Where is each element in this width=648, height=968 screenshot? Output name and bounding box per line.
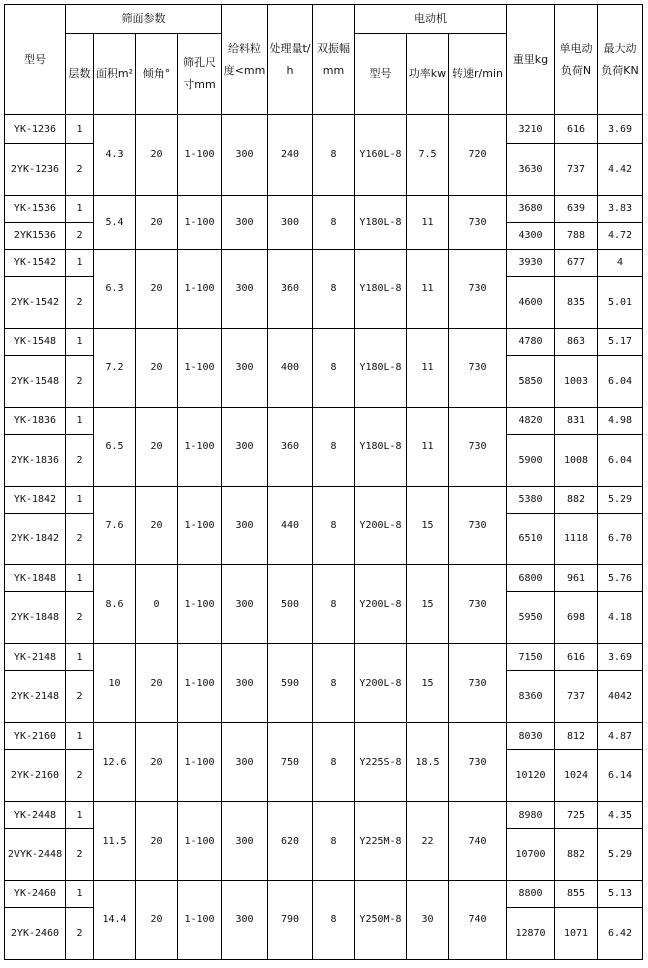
max-load-cell: 5.29 [598,486,643,513]
angle-cell: 20 [136,195,178,249]
motor-model-cell: Y180L-8 [355,328,407,407]
table-row [5,328,643,355]
max-load-cell: 5.17 [598,328,643,355]
feed-cell: 300 [222,195,268,249]
table-row [5,802,643,829]
capacity-cell: 590 [268,644,313,723]
area-cell: 6.3 [94,249,136,328]
feed-cell: 300 [222,565,268,644]
table-row [5,565,643,592]
amplitude-cell: 8 [313,644,355,723]
motor-model-cell: Y200L-8 [355,644,407,723]
aperture-cell: 1-100 [178,486,222,565]
single-load-cell: 698 [555,592,598,644]
speed-cell: 730 [449,195,507,249]
weight-cell: 5850 [507,355,555,407]
max-load-cell: 3.69 [598,115,643,144]
model-cell: YK-1536 [5,195,66,222]
single-load-cell: 1118 [555,513,598,565]
single-load-cell: 1008 [555,434,598,486]
feed-cell: 300 [222,723,268,802]
max-load-cell: 4.87 [598,723,643,750]
amplitude-cell: 8 [313,723,355,802]
layer-cell: 1 [66,486,94,513]
layer-cell: 2 [66,222,94,249]
layer-cell: 2 [66,513,94,565]
weight-cell: 10700 [507,829,555,881]
max-load-cell: 4.72 [598,222,643,249]
capacity-cell: 240 [268,115,313,196]
model-cell: 2YK-1542 [5,276,66,328]
area-cell: 4.3 [94,115,136,196]
weight-cell: 4820 [507,407,555,434]
header-feed: 给料粒度<mm [222,5,268,115]
spec-table [4,4,643,960]
model-cell: 2YK-2148 [5,671,66,723]
weight-cell: 6800 [507,565,555,592]
single-load-cell: 1003 [555,355,598,407]
angle-cell: 20 [136,644,178,723]
layer-cell: 1 [66,565,94,592]
max-load-cell: 4.35 [598,802,643,829]
header-speed: 转速r/min [449,34,507,115]
single-load-cell: 1071 [555,907,598,959]
table-row [5,407,643,434]
layer-cell: 2 [66,355,94,407]
aperture-cell: 1-100 [178,644,222,723]
motor-model-cell: Y180L-8 [355,195,407,249]
max-load-cell: 6.04 [598,434,643,486]
aperture-cell: 1-100 [178,723,222,802]
weight-cell: 5900 [507,434,555,486]
weight-cell: 4600 [507,276,555,328]
feed-cell: 300 [222,644,268,723]
capacity-cell: 440 [268,486,313,565]
layer-cell: 2 [66,671,94,723]
power-cell: 15 [407,486,449,565]
max-load-cell: 6.04 [598,355,643,407]
weight-cell: 8360 [507,671,555,723]
angle-cell: 20 [136,249,178,328]
max-load-cell: 6.14 [598,750,643,802]
header-model: 型号 [5,5,66,115]
power-cell: 15 [407,565,449,644]
layer-cell: 2 [66,750,94,802]
capacity-cell: 400 [268,328,313,407]
weight-cell: 6510 [507,513,555,565]
speed-cell: 720 [449,115,507,196]
layer-cell: 2 [66,592,94,644]
layer-cell: 1 [66,644,94,671]
feed-cell: 300 [222,249,268,328]
feed-cell: 300 [222,486,268,565]
header-aperture: 筛孔尺寸mm [178,34,222,115]
weight-cell: 7150 [507,644,555,671]
weight-cell: 3680 [507,195,555,222]
speed-cell: 740 [449,802,507,881]
model-cell: YK-2148 [5,644,66,671]
layer-cell: 2 [66,907,94,959]
header-motor-group: 电动机 [355,5,507,34]
max-load-cell: 3.83 [598,195,643,222]
model-cell: 2YK-1842 [5,513,66,565]
aperture-cell: 1-100 [178,328,222,407]
layer-cell: 1 [66,723,94,750]
layer-cell: 1 [66,115,94,144]
single-load-cell: 835 [555,276,598,328]
weight-cell: 8800 [507,880,555,907]
angle-cell: 20 [136,802,178,881]
single-load-cell: 882 [555,829,598,881]
power-cell: 7.5 [407,115,449,196]
motor-model-cell: Y225S-8 [355,723,407,802]
area-cell: 14.4 [94,880,136,959]
angle-cell: 20 [136,486,178,565]
aperture-cell: 1-100 [178,249,222,328]
layer-cell: 1 [66,802,94,829]
capacity-cell: 500 [268,565,313,644]
table-row [5,195,643,222]
weight-cell: 3930 [507,249,555,276]
layer-cell: 1 [66,195,94,222]
model-cell: YK-1236 [5,115,66,144]
speed-cell: 730 [449,565,507,644]
amplitude-cell: 8 [313,407,355,486]
model-cell: 2YK-2460 [5,907,66,959]
max-load-cell: 5.13 [598,880,643,907]
motor-model-cell: Y180L-8 [355,407,407,486]
model-cell: YK-1548 [5,328,66,355]
angle-cell: 20 [136,723,178,802]
weight-cell: 8030 [507,723,555,750]
model-cell: YK-1842 [5,486,66,513]
layer-cell: 2 [66,829,94,881]
model-cell: 2YK1536 [5,222,66,249]
model-cell: YK-2448 [5,802,66,829]
weight-cell: 10120 [507,750,555,802]
power-cell: 11 [407,328,449,407]
area-cell: 8.6 [94,565,136,644]
single-load-cell: 812 [555,723,598,750]
header-angle: 倾角° [136,34,178,115]
capacity-cell: 360 [268,249,313,328]
table-row [5,723,643,750]
weight-cell: 8980 [507,802,555,829]
max-load-cell: 4 [598,249,643,276]
weight-cell: 5380 [507,486,555,513]
feed-cell: 300 [222,802,268,881]
single-load-cell: 725 [555,802,598,829]
single-load-cell: 863 [555,328,598,355]
single-load-cell: 961 [555,565,598,592]
layer-cell: 1 [66,407,94,434]
amplitude-cell: 8 [313,328,355,407]
single-load-cell: 737 [555,671,598,723]
speed-cell: 730 [449,644,507,723]
table-row [5,115,643,144]
weight-cell: 4300 [507,222,555,249]
amplitude-cell: 8 [313,565,355,644]
model-cell: 2YK-1836 [5,434,66,486]
area-cell: 5.4 [94,195,136,249]
layer-cell: 2 [66,276,94,328]
layer-cell: 1 [66,880,94,907]
feed-cell: 300 [222,880,268,959]
area-cell: 10 [94,644,136,723]
model-cell: YK-1836 [5,407,66,434]
aperture-cell: 1-100 [178,565,222,644]
speed-cell: 730 [449,486,507,565]
speed-cell: 740 [449,880,507,959]
capacity-cell: 620 [268,802,313,881]
header-amplitude: 双振幅mm [313,5,355,115]
weight-cell: 3630 [507,144,555,196]
speed-cell: 730 [449,328,507,407]
header-capacity: 处理量t/h [268,5,313,115]
model-cell: 2YK-1236 [5,144,66,196]
header-single-load: 单电动负荷N [555,5,598,115]
single-load-cell: 1024 [555,750,598,802]
angle-cell: 20 [136,407,178,486]
layer-cell: 1 [66,249,94,276]
motor-model-cell: Y250M-8 [355,880,407,959]
max-load-cell: 5.29 [598,829,643,881]
speed-cell: 730 [449,723,507,802]
single-load-cell: 855 [555,880,598,907]
header-max-load: 最大动负荷KN [598,5,643,115]
amplitude-cell: 8 [313,486,355,565]
model-cell: YK-1542 [5,249,66,276]
single-load-cell: 677 [555,249,598,276]
amplitude-cell: 8 [313,802,355,881]
single-load-cell: 616 [555,644,598,671]
capacity-cell: 750 [268,723,313,802]
area-cell: 12.6 [94,723,136,802]
power-cell: 11 [407,249,449,328]
table-row [5,880,643,907]
max-load-cell: 6.70 [598,513,643,565]
angle-cell: 20 [136,115,178,196]
motor-model-cell: Y160L-8 [355,115,407,196]
capacity-cell: 790 [268,880,313,959]
feed-cell: 300 [222,407,268,486]
max-load-cell: 4042 [598,671,643,723]
max-load-cell: 5.76 [598,565,643,592]
amplitude-cell: 8 [313,880,355,959]
model-cell: YK-2160 [5,723,66,750]
motor-model-cell: Y180L-8 [355,249,407,328]
header-weight: 重里kg [507,5,555,115]
area-cell: 7.2 [94,328,136,407]
angle-cell: 20 [136,880,178,959]
power-cell: 22 [407,802,449,881]
model-cell: YK-1848 [5,565,66,592]
header-layers: 层数 [66,34,94,115]
motor-model-cell: Y225M-8 [355,802,407,881]
capacity-cell: 360 [268,407,313,486]
header-motor-model: 型号 [355,34,407,115]
header-area: 面积m² [94,34,136,115]
aperture-cell: 1-100 [178,880,222,959]
max-load-cell: 4.98 [598,407,643,434]
capacity-cell: 300 [268,195,313,249]
speed-cell: 730 [449,249,507,328]
model-cell: 2YK-1848 [5,592,66,644]
power-cell: 30 [407,880,449,959]
single-load-cell: 737 [555,144,598,196]
power-cell: 18.5 [407,723,449,802]
area-cell: 6.5 [94,407,136,486]
model-cell: 2VYK-2448 [5,829,66,881]
area-cell: 7.6 [94,486,136,565]
model-cell: 2YK-1548 [5,355,66,407]
single-load-cell: 616 [555,115,598,144]
header-screen-group: 筛面参数 [66,5,222,34]
table-row [5,249,643,276]
speed-cell: 730 [449,407,507,486]
single-load-cell: 788 [555,222,598,249]
amplitude-cell: 8 [313,249,355,328]
single-load-cell: 639 [555,195,598,222]
amplitude-cell: 8 [313,115,355,196]
single-load-cell: 882 [555,486,598,513]
power-cell: 11 [407,407,449,486]
feed-cell: 300 [222,328,268,407]
power-cell: 15 [407,644,449,723]
single-load-cell: 831 [555,407,598,434]
aperture-cell: 1-100 [178,407,222,486]
max-load-cell: 4.42 [598,144,643,196]
power-cell: 11 [407,195,449,249]
table-row [5,486,643,513]
header-power: 功率kw [407,34,449,115]
max-load-cell: 3.69 [598,644,643,671]
model-cell: 2YK-2160 [5,750,66,802]
weight-cell: 12870 [507,907,555,959]
angle-cell: 20 [136,328,178,407]
aperture-cell: 1-100 [178,115,222,196]
table-row [5,644,643,671]
layer-cell: 1 [66,328,94,355]
weight-cell: 3210 [507,115,555,144]
aperture-cell: 1-100 [178,195,222,249]
angle-cell: 0 [136,565,178,644]
motor-model-cell: Y200L-8 [355,486,407,565]
max-load-cell: 5.01 [598,276,643,328]
max-load-cell: 4.18 [598,592,643,644]
weight-cell: 4780 [507,328,555,355]
layer-cell: 2 [66,144,94,196]
weight-cell: 5950 [507,592,555,644]
layer-cell: 2 [66,434,94,486]
max-load-cell: 6.42 [598,907,643,959]
feed-cell: 300 [222,115,268,196]
area-cell: 11.5 [94,802,136,881]
aperture-cell: 1-100 [178,802,222,881]
amplitude-cell: 8 [313,195,355,249]
motor-model-cell: Y200L-8 [355,565,407,644]
model-cell: YK-2460 [5,880,66,907]
